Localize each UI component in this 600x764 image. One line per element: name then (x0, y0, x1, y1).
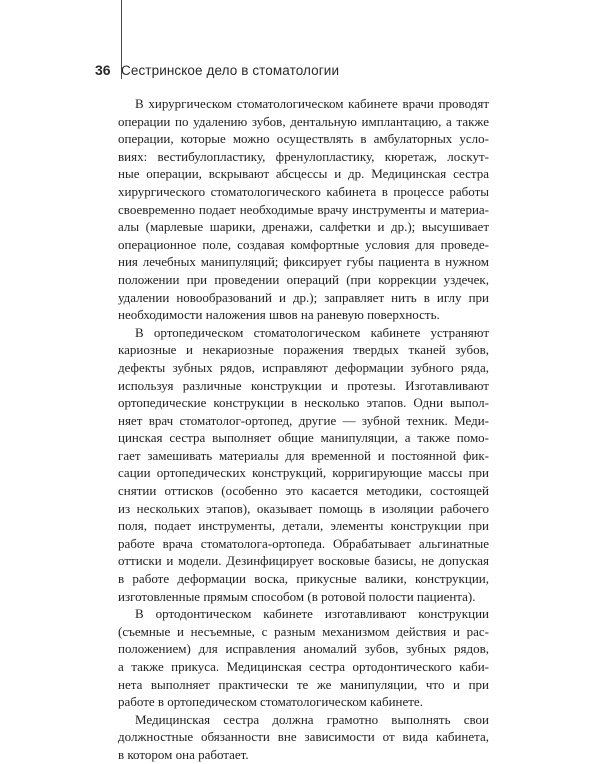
text-line: оттиски и модели. Дезинфицирует восковые базисы, не допуская (118, 553, 489, 569)
text-line: В ортопедическом стоматологическом кабинете устраняют (135, 324, 489, 340)
text-line: изготовленные прямым способом (в ротовой полости пациента). (118, 588, 476, 604)
page-number: 36 (95, 62, 111, 78)
text-line: необходимости наложения швов на раневую поверхность. (118, 307, 440, 323)
text-line: положением) для исправления аномалий зубов, зубных рядов, (118, 641, 489, 657)
text-line: удалении новообразований и др.); заправляет нить в иглу при (118, 289, 489, 305)
text-line: сации ортопедических конструкций, корригирующие массы при (118, 465, 489, 481)
text-line: ные операции, вскрывают абсцессы и др. Медицинская сестра (118, 166, 489, 182)
text-line: няет врач стоматолог-ортопед, другие — зубной техник. Меди- (118, 412, 489, 428)
text-line: работе в ортопедическом стоматологическом кабинете. (118, 694, 423, 710)
text-line: операции, которые можно осуществлять в амбулаторных усло- (118, 131, 489, 147)
text-line: Медицинская сестра должна грамотно выполнять свои (135, 711, 489, 727)
text-line: гает замешивать материалы для временной и постоянной фик- (118, 447, 489, 463)
text-line: ортопедические конструкции в несколько этапов. Одни выпол- (118, 395, 489, 411)
text-line: своевременно подает необходимые врачу инструменты и материа- (118, 201, 489, 217)
text-line: операции по удалению зубов, дентальную имплантацию, а также (118, 113, 489, 129)
text-line: В ортодонтическом кабинете изготавливают конструкции (135, 606, 489, 622)
running-header (95, 62, 339, 82)
text-line: должностные обязанности вне зависимости от вида кабинета, (118, 729, 489, 745)
text-line: цинская сестра выполняет общие манипуляции, а также помо- (118, 430, 489, 446)
text-line: операционное поле, создавая комфортные условия для проведе- (118, 236, 489, 252)
text-line: ния лечебных манипуляций; фиксирует губы пациента в нужном (118, 254, 489, 270)
text-line: (съемные и несъемные, с разным механизмом действия и рас- (118, 623, 489, 639)
text-line: поля, подает инструменты, детали, элементы конструкции при (118, 518, 489, 534)
text-line: в котором она работает. (118, 746, 249, 762)
text-line: работе врача стоматолога-ортопеда. Обрабатывает альгинатные (118, 535, 489, 551)
text-line: алы (марлевые шарики, дренажи, салфетки и др.); высушивает (118, 219, 489, 235)
text-line: положении при проведении операций (при коррекции уздечек, (118, 271, 489, 287)
text-line: снятии оттисков (особенно это касается методики, состоящей (118, 483, 489, 499)
text-line: виях: вестибулопластику, френулопластику, кюретаж, лоскут- (118, 148, 489, 164)
text-line: в работе деформации воска, прикусные валики, конструкции, (118, 571, 489, 587)
text-line: кариозные и некариозные поражения твердых тканей зубов, (118, 342, 489, 358)
text-line: из нескольких этапов), оказывает помощь в изоляции рабочего (118, 500, 489, 516)
text-line: хирургического стоматологического кабинета в процессе работы (118, 183, 489, 199)
text-line: дефекты зубных рядов, исправляют деформации зубного ряда, (118, 359, 489, 375)
body-text (118, 95, 489, 764)
text-line: используя различные конструкции и протезы. Изготавливают (118, 377, 489, 393)
text-line: нета выполняет практически те же манипуляции, что и при (118, 676, 489, 692)
running-title: Сестринское дело в стоматологии (121, 63, 340, 78)
text-line: а также прикуса. Медицинская сестра ортодонтического каби- (118, 659, 489, 674)
text-line: В хирургическом стоматологическом кабинете врачи проводят (135, 96, 489, 111)
